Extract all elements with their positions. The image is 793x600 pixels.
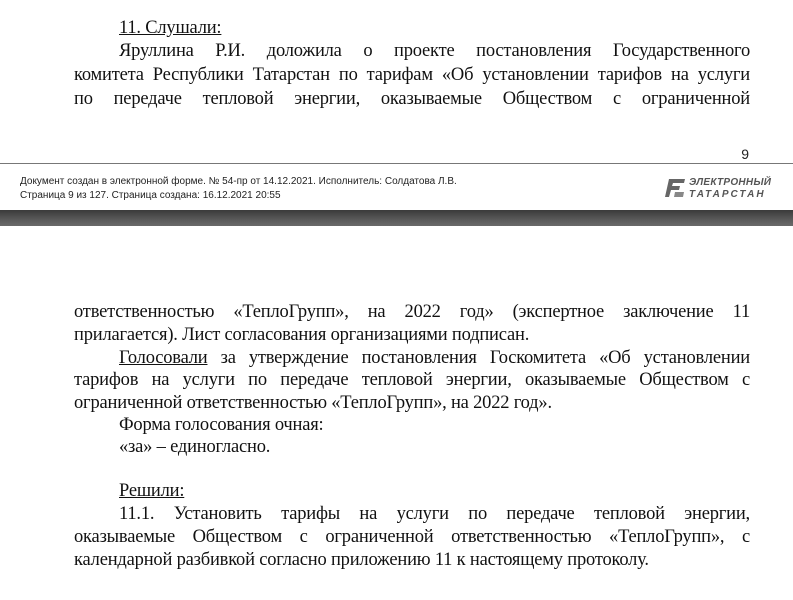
page-separator: [0, 210, 793, 226]
text-span: за утверждение постановления Госкомитета «Об установлении: [207, 348, 750, 368]
text-line: по передаче тепловой энергии, оказываемые Обществом с ограниченной: [74, 89, 750, 109]
text-line: комитета Республики Татарстан по тарифам «Об установлении тарифов на услуги: [74, 65, 750, 85]
text-line: календарной разбивкой согласно приложению 11 к настоящему протоколу.: [74, 550, 649, 570]
text-line: Форма голосования очная:: [119, 415, 324, 435]
text-line: ограниченной ответственностью «ТеплоГрупп», на 2022 год».: [74, 393, 552, 413]
voting-line: [119, 347, 750, 369]
logo-text-line2: ТАТАРСТАН: [689, 189, 766, 200]
electronic-tatarstan-logo: [664, 176, 774, 202]
text-line: оказываемые Обществом с ограниченной ответственностью «ТеплоГрупп», с: [74, 527, 750, 547]
footer-page-info: Страница 9 из 127. Страница создана: 16.12.2021 20:55: [20, 190, 281, 201]
footer-document-info: Документ создан в электронной форме. № 54-пр от 14.12.2021. Исполнитель: Солдатова Л.В.: [20, 176, 457, 187]
text-line: 11.1. Установить тарифы на услуги по передаче тепловой энергии,: [119, 504, 750, 524]
text-line: «за» – единогласно.: [119, 437, 271, 457]
text-line: ответственностью «ТеплоГрупп», на 2022 год» (экспертное заключение 11: [74, 302, 750, 322]
voted-label: Голосовали: [119, 348, 208, 368]
logo-text-line1: ЭЛЕКТРОННЫЙ: [689, 177, 772, 188]
document-page-9: [0, 0, 793, 210]
logo-mark-icon: [664, 178, 686, 198]
text-line: тарифов на услуги по передаче тепловой энергии, оказываемые Обществом с: [74, 370, 750, 390]
decided-heading: Решили:: [119, 481, 185, 501]
footer-divider: [0, 163, 793, 164]
section-heading: 11. Слушали:: [119, 18, 222, 38]
text-line: Яруллина Р.И. доложила о проекте постановления Государственного: [119, 41, 750, 61]
text-line: прилагается). Лист согласования организациями подписан.: [74, 325, 530, 345]
document-page-10: [0, 226, 793, 600]
page-number: 9: [741, 146, 749, 162]
